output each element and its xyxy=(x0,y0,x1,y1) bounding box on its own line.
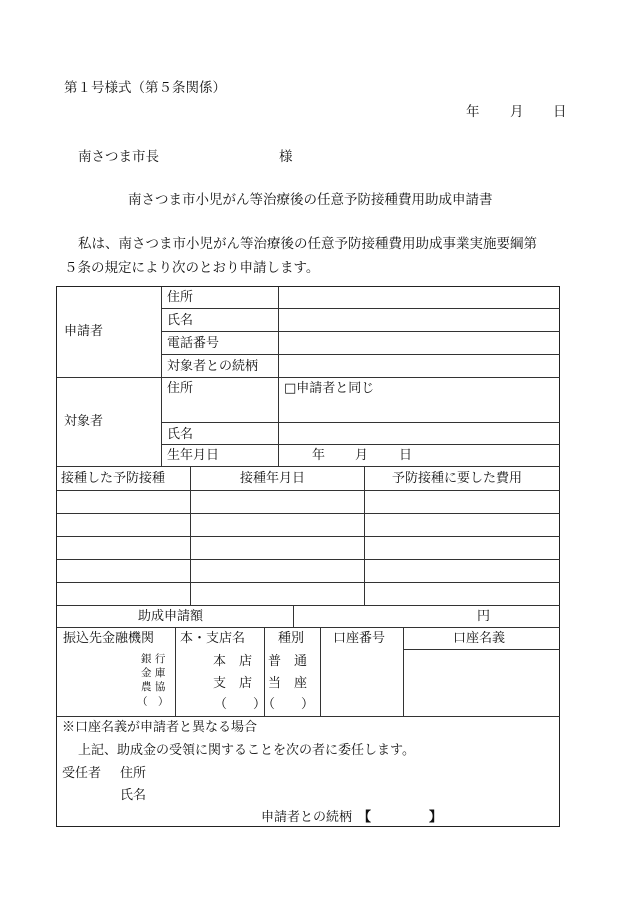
branch-type-main: 本 店 xyxy=(213,654,253,669)
rule xyxy=(161,354,560,355)
rule xyxy=(57,536,560,537)
delegate-address-label: 住所 xyxy=(120,766,147,781)
birth-day-label: 日 xyxy=(399,448,413,463)
rule xyxy=(57,466,560,467)
account-type-current: 当 座 xyxy=(268,676,308,691)
bank-institution-header: 振込先金融機関 xyxy=(63,631,155,646)
institution-type-bank: 銀 行 xyxy=(141,653,166,665)
subject-birthdate-label: 生年月日 xyxy=(167,448,220,463)
rule xyxy=(57,605,560,606)
account-type-ordinary: 普 通 xyxy=(268,654,308,669)
proxy-statement: 上記、助成金の受領に関することを次の者に委任します。 xyxy=(78,743,415,758)
rule xyxy=(57,377,560,378)
delegate-label: 受任者 xyxy=(62,766,102,781)
vaccination-header: 接種した予防接種 xyxy=(61,471,166,486)
branch-type-other: （ ） xyxy=(214,697,267,712)
institution-type-credit: 金 庫 xyxy=(141,667,166,679)
account-type-other: （ ） xyxy=(262,697,315,712)
rule xyxy=(161,422,560,423)
document-title: 南さつま市小児がん等治療後の任意予防接種費用助成申請書 xyxy=(128,192,493,208)
rule xyxy=(57,716,560,717)
form-number: 第１号様式（第５条関係） xyxy=(64,80,226,96)
subsidy-amount-unit: 円 xyxy=(477,609,491,624)
rule xyxy=(175,627,176,716)
institution-type-agri: 農 協 xyxy=(141,681,166,693)
subject-name-label: 氏名 xyxy=(167,427,194,442)
rule xyxy=(57,490,560,491)
date-year-label: 年 xyxy=(466,104,480,120)
relation-bracket-open: 【 xyxy=(358,810,372,825)
subject-section-label: 対象者 xyxy=(64,414,104,429)
subsidy-amount-label: 助成申請額 xyxy=(138,609,204,624)
vaccination-cost-header: 予防接種に要した費用 xyxy=(392,471,523,486)
rule xyxy=(161,331,560,332)
rule xyxy=(190,466,191,605)
bank-branch-header: 本・支店名 xyxy=(180,631,246,646)
applicant-relation-label: 対象者との続柄 xyxy=(167,359,259,374)
rule xyxy=(403,627,404,716)
account-number-header: 口座番号 xyxy=(333,631,386,646)
addressee-name: 南さつま市長 xyxy=(78,149,159,165)
proxy-note: ※口座名義が申請者と異なる場合 xyxy=(62,720,258,735)
addressee-honorific: 様 xyxy=(279,149,293,165)
intro-line-1: 私は、南さつま市小児がん等治療後の任意予防接種費用助成事業実施要綱第 xyxy=(78,236,537,252)
application-form xyxy=(56,286,560,827)
date-day-label: 日 xyxy=(553,104,567,120)
birth-year-label: 年 xyxy=(312,448,326,463)
rule xyxy=(403,649,560,650)
delegate-name-label: 氏名 xyxy=(120,788,147,803)
rule xyxy=(161,308,560,309)
rule xyxy=(364,466,365,605)
rule xyxy=(57,513,560,514)
account-holder-header: 口座名義 xyxy=(453,631,506,646)
delegate-relation-label: 申請者との続柄 xyxy=(261,810,353,825)
vaccination-date-header: 接種年月日 xyxy=(240,471,306,486)
institution-type-other: （ ） xyxy=(137,696,169,708)
branch-type-branch: 支 店 xyxy=(213,676,253,691)
same-as-applicant-checkbox[interactable]: □申請者と同じ xyxy=(284,381,375,396)
account-type-header: 種別 xyxy=(278,631,305,646)
rule xyxy=(161,287,162,466)
date-month-label: 月 xyxy=(510,104,524,120)
rule xyxy=(161,444,560,445)
applicant-address-label: 住所 xyxy=(167,290,194,305)
intro-line-2: ５条の規定により次のとおり申請します。 xyxy=(64,260,320,276)
birth-month-label: 月 xyxy=(355,448,369,463)
applicant-phone-label: 電話番号 xyxy=(167,336,220,351)
subject-address-label: 住所 xyxy=(167,381,194,396)
rule xyxy=(57,582,560,583)
rule xyxy=(57,627,560,628)
applicant-section-label: 申請者 xyxy=(64,324,104,339)
rule xyxy=(278,287,279,466)
rule xyxy=(57,559,560,560)
rule xyxy=(320,627,321,716)
rule xyxy=(293,605,294,627)
relation-bracket-close: 】 xyxy=(429,810,443,825)
applicant-name-label: 氏名 xyxy=(167,313,194,328)
